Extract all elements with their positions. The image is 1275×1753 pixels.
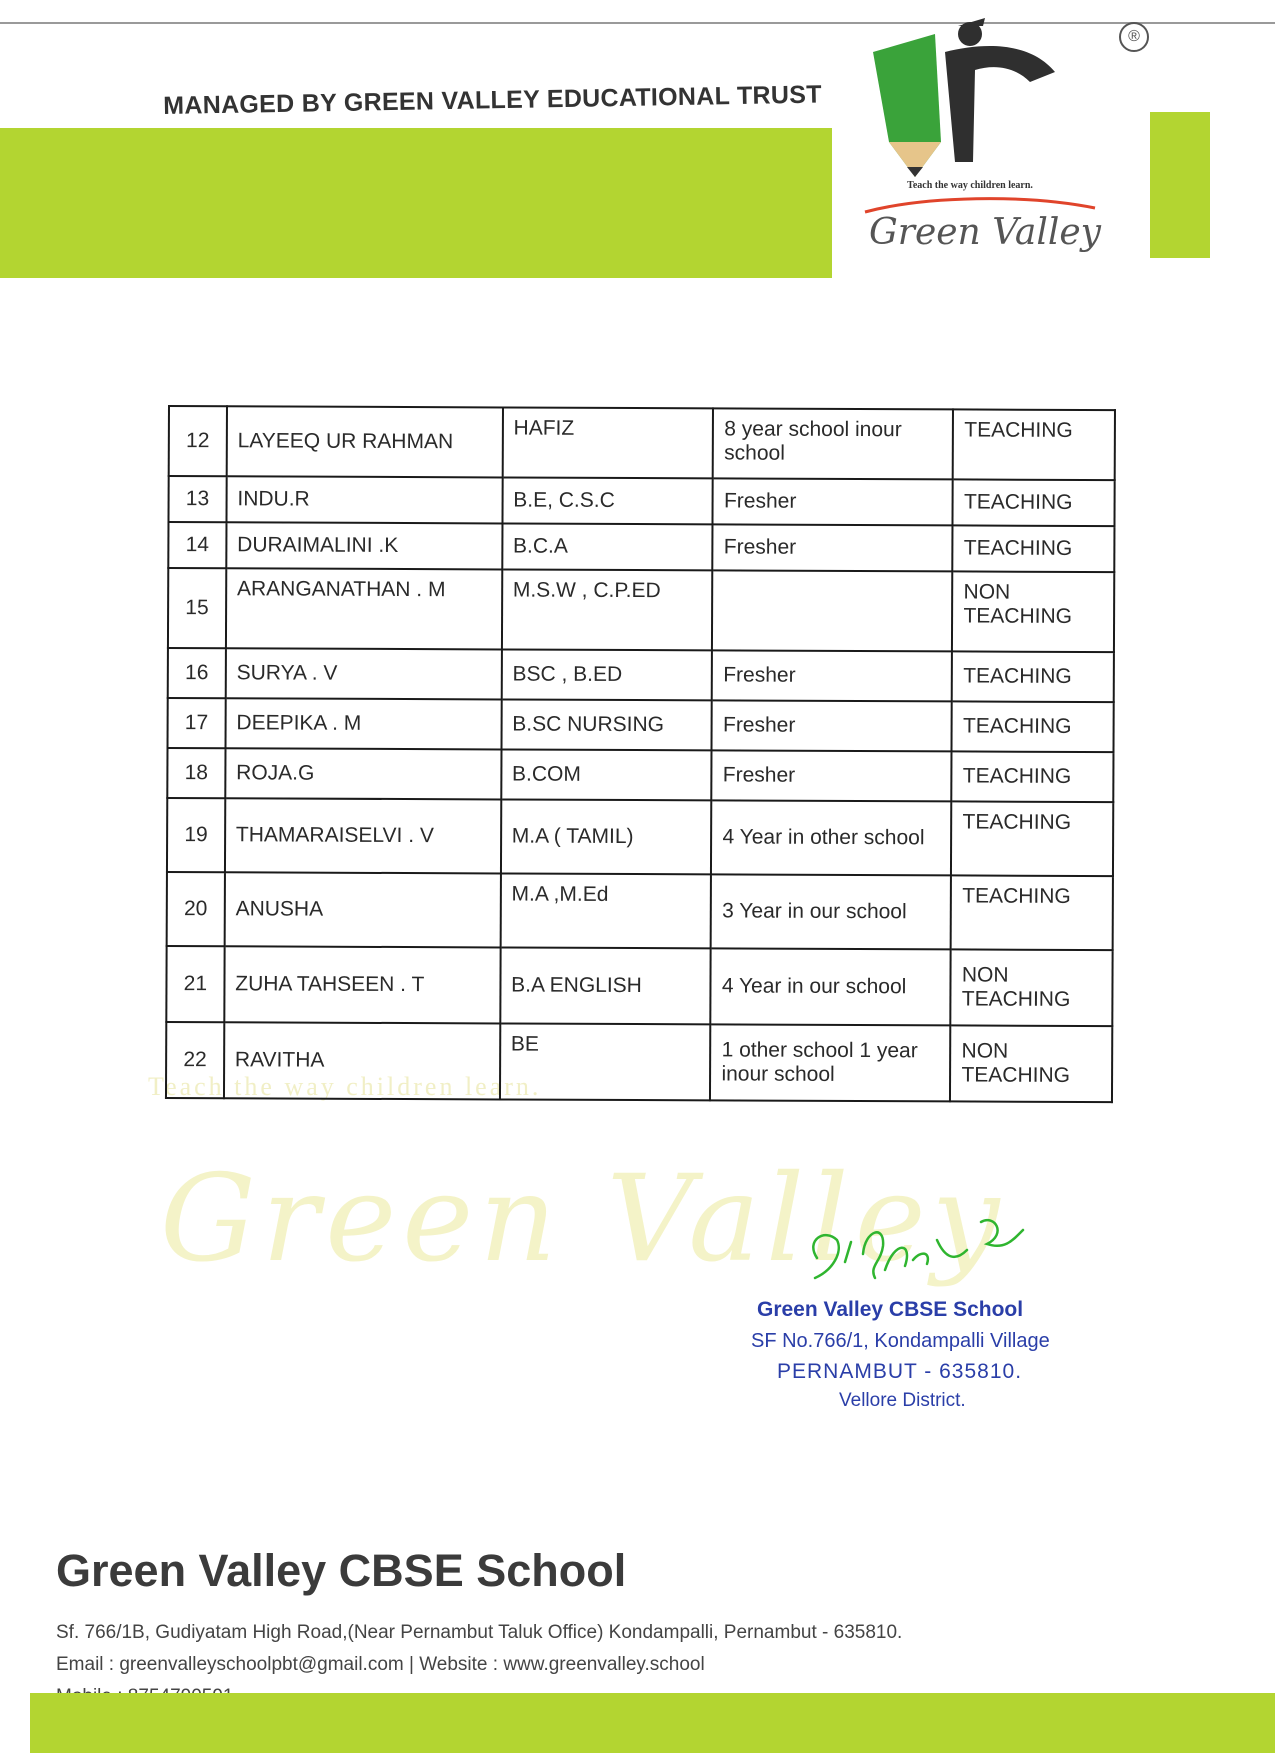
serial-number: 18 — [167, 748, 225, 798]
qualification: HAFIZ — [502, 407, 713, 478]
experience: Fresher — [712, 700, 952, 751]
stamp-district: Vellore District. — [839, 1390, 966, 1411]
table-row — [168, 522, 1114, 572]
qualification: BE — [500, 1023, 711, 1100]
staff-name: ROJA.G — [225, 748, 501, 799]
staff-role: TEACHING — [952, 701, 1114, 752]
staff-name: SURYA . V — [226, 648, 502, 699]
qualification: B.COM — [501, 749, 712, 800]
staff-name: ZUHA TAHSEEN . T — [224, 946, 500, 1023]
logo-tagline: Teach the way children learn. — [907, 180, 1033, 191]
serial-number: 20 — [167, 872, 225, 946]
footer-green-band — [30, 1693, 1275, 1753]
serial-number: 16 — [168, 648, 226, 698]
table-row — [166, 946, 1112, 1026]
footer-contact: Email : greenvalleyschoolpbt@gmail.com | Website : www.greenvalley.school — [56, 1654, 705, 1675]
experience: 8 year school inour school — [713, 408, 953, 479]
registered-mark: ® — [1119, 22, 1149, 52]
staff-role: TEACHING — [952, 651, 1114, 702]
experience: 3 Year in our school — [711, 874, 951, 949]
staff-name: RAVITHA — [224, 1022, 500, 1099]
qualification: BSC , B.ED — [501, 649, 712, 700]
serial-number: 19 — [167, 798, 225, 872]
experience: Fresher — [713, 478, 953, 525]
footer-school-name: Green Valley CBSE School — [56, 1545, 627, 1596]
pencil-figure-icon — [855, 12, 1145, 182]
logo-brand: Green Valley — [868, 212, 1102, 253]
qualification: B.SC NURSING — [501, 699, 712, 750]
table-row — [168, 648, 1114, 702]
qualification: M.S.W , C.P.ED — [502, 569, 713, 650]
experience: Fresher — [713, 524, 953, 571]
serial-number: 21 — [166, 946, 224, 1022]
header-green-band — [0, 128, 832, 278]
qualification: M.A ,M.Ed — [500, 873, 711, 948]
serial-number: 12 — [169, 406, 227, 476]
stamp-school-name: Green Valley CBSE School — [757, 1298, 1024, 1321]
staff-role: TEACHING — [951, 875, 1113, 950]
experience: 4 Year in our school — [711, 948, 951, 1025]
serial-number: 22 — [166, 1022, 224, 1098]
experience — [712, 570, 952, 651]
staff-role: NON TEACHING — [951, 949, 1113, 1026]
experience: Fresher — [712, 750, 952, 801]
watermark-tagline: Teach the way children learn. — [148, 1072, 542, 1101]
staff-table — [165, 405, 1116, 1103]
table-row — [168, 476, 1114, 526]
qualification: M.A ( TAMIL) — [501, 799, 712, 874]
staff-name: ANUSHA — [224, 872, 500, 947]
staff-role: TEACHING — [953, 479, 1115, 526]
table-row — [166, 1022, 1112, 1102]
table-row — [167, 798, 1113, 876]
logo-swoosh — [855, 194, 1115, 214]
trust-line: MANAGED BY GREEN VALLEY EDUCATIONAL TRUST — [163, 80, 823, 120]
header-green-block — [1150, 112, 1210, 258]
staff-role: NON TEACHING — [952, 571, 1114, 652]
serial-number: 15 — [168, 568, 226, 648]
serial-number: 14 — [168, 522, 226, 568]
staff-name: INDU.R — [226, 476, 502, 523]
staff-role: TEACHING — [953, 525, 1115, 572]
table-row — [167, 872, 1113, 950]
staff-role: TEACHING — [953, 409, 1115, 480]
serial-number: 13 — [168, 476, 226, 522]
qualification: B.E, C.S.C — [502, 477, 713, 524]
staff-name: DEEPIKA . M — [225, 698, 501, 749]
table-row — [168, 568, 1114, 652]
staff-role: TEACHING — [951, 801, 1113, 876]
table-row — [169, 406, 1115, 480]
footer-address: Sf. 766/1B, Gudiyatam High Road,(Near Pernambut Taluk Office) Kondampalli, Pernambut - 635810. — [56, 1622, 903, 1643]
staff-role: NON TEACHING — [950, 1025, 1112, 1102]
school-stamp — [745, 1200, 1105, 1420]
qualification: B.A ENGLISH — [500, 947, 711, 1024]
qualification: B.C.A — [502, 523, 713, 570]
green-valley-logo — [855, 12, 1145, 272]
table-row — [167, 748, 1113, 802]
watermark-brand: Green Valley — [160, 1150, 1006, 1289]
experience: 4 Year in other school — [711, 800, 951, 875]
experience: 1 other school 1 year inour school — [710, 1024, 950, 1101]
staff-name: THAMARAISELVI . V — [225, 798, 501, 873]
staff-name: ARANGANATHAN . M — [226, 568, 502, 649]
staff-name: DURAIMALINI .K — [226, 522, 502, 569]
staff-name: LAYEEQ UR RAHMAN — [227, 406, 503, 477]
table-row — [168, 698, 1114, 752]
stamp-city: PERNAMBUT - 635810. — [777, 1360, 1023, 1383]
serial-number: 17 — [168, 698, 226, 748]
signature — [745, 1200, 1105, 1310]
experience: Fresher — [712, 650, 952, 701]
staff-role: TEACHING — [952, 751, 1114, 802]
stamp-address: SF No.766/1, Kondampalli Village — [751, 1330, 1050, 1352]
